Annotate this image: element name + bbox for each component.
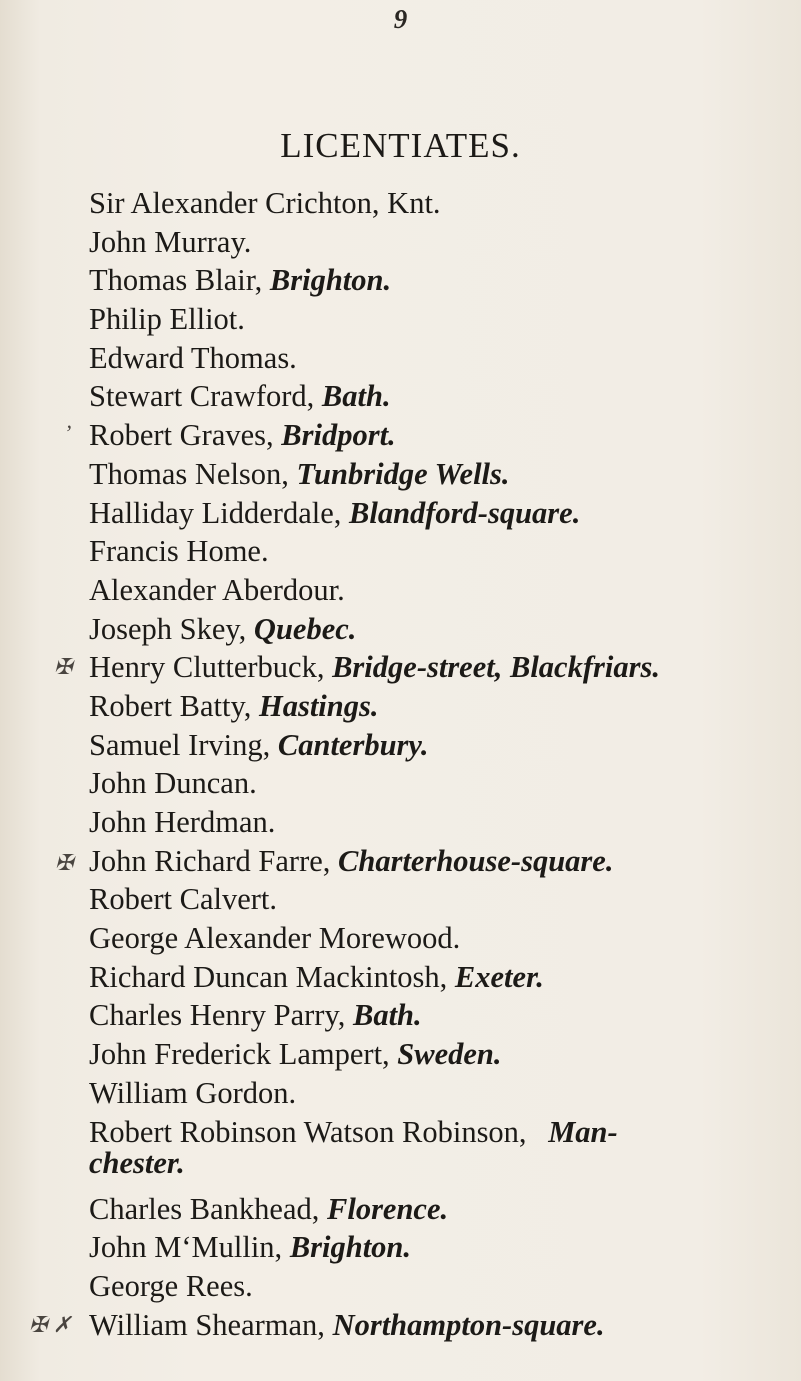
- entry-name: Edward Thomas.: [89, 340, 297, 375]
- list-item: [89, 339, 789, 378]
- entry-name: Charles Henry Parry,: [89, 998, 353, 1033]
- entry-name: Samuel Irving,: [89, 727, 278, 762]
- entry-place: Florence.: [327, 1191, 449, 1226]
- entry-name: John Duncan.: [89, 766, 257, 801]
- list-item: [54, 648, 789, 687]
- list-item: [89, 1267, 789, 1306]
- list-item: [89, 300, 789, 339]
- entry-place: Charterhouse-square.: [338, 843, 614, 878]
- entry-name: John Richard Farre,: [89, 843, 339, 878]
- entry-name: Stewart Crawford,: [89, 379, 322, 414]
- list-item: [89, 494, 789, 533]
- entry-name: George Alexander Morewood.: [89, 921, 461, 956]
- entry-name: John Murray.: [89, 224, 252, 259]
- entry-name: John Herdman.: [89, 805, 276, 839]
- entry-place: Sweden.: [397, 1037, 502, 1072]
- entry-place: Northampton-square.: [332, 1307, 605, 1342]
- entry-name: Richard Duncan Mackintosh,: [89, 959, 455, 994]
- entry-name: Alexander Aberdour.: [89, 572, 345, 607]
- entry-name: Philip Elliot.: [89, 302, 245, 337]
- list-item: [55, 842, 789, 881]
- licentiates-list: [29, 184, 789, 1344]
- list-item: [29, 1306, 789, 1345]
- list-item: [89, 726, 789, 765]
- list-item: [89, 803, 789, 842]
- entry-place: Tunbridge Wells.: [296, 456, 510, 491]
- entry-name: George Rees.: [89, 1268, 253, 1303]
- list-item: [89, 958, 789, 997]
- list-item: [89, 919, 789, 958]
- entry-place: Man-: [548, 1114, 618, 1149]
- list-item: [89, 610, 789, 649]
- list-item: [64, 416, 789, 455]
- list-item: [89, 996, 789, 1035]
- entry-name: Thomas Blair,: [89, 263, 270, 298]
- list-item: [89, 261, 789, 300]
- entry-name: Sir Alexander Crichton, Knt.: [89, 186, 441, 220]
- entry-name: Robert Calvert.: [89, 882, 278, 917]
- list-item: [89, 184, 789, 223]
- entry-name: Charles Bankhead,: [89, 1191, 327, 1226]
- entry-place: Bath.: [352, 998, 422, 1033]
- entry-place: Quebec.: [253, 611, 357, 646]
- entry-place: Canterbury.: [277, 727, 429, 762]
- entry-name: Robert Graves,: [89, 418, 282, 453]
- entry-name: William Gordon.: [89, 1075, 297, 1110]
- list-item: [89, 1228, 789, 1267]
- entry-name: Robert Robinson Watson Robinson,: [89, 1114, 535, 1149]
- section-heading: LICENTIATES.: [280, 126, 521, 165]
- entry-place: Brighton.: [289, 1230, 412, 1265]
- list-item: [89, 455, 789, 494]
- list-item: [89, 1190, 789, 1229]
- list-item: [89, 377, 789, 416]
- list-item: [89, 532, 789, 571]
- entry-place: Exeter.: [454, 959, 544, 994]
- list-item: [89, 1113, 789, 1190]
- list-item: [89, 764, 789, 803]
- entry-place: Bridport.: [281, 418, 396, 453]
- margin-mark: ✠ ✗: [29, 1311, 72, 1337]
- entry-name: Halliday Lidderdale,: [89, 495, 349, 530]
- list-item: [89, 1035, 789, 1074]
- entry-name: William Shearman,: [89, 1307, 333, 1342]
- list-item: [89, 687, 789, 726]
- entry-name: Henry Clutterbuck,: [89, 650, 333, 685]
- list-item: [89, 880, 789, 919]
- margin-mark: ’: [64, 420, 72, 446]
- entry-place: Bridge-street, Blackfriars.: [332, 650, 660, 685]
- list-item: [89, 1074, 789, 1113]
- page-number: 9: [393, 4, 408, 34]
- entry-name: Robert Batty,: [89, 688, 259, 723]
- entry-name: John M‘Mullin,: [89, 1230, 290, 1265]
- entry-name: Francis Home.: [89, 534, 269, 569]
- margin-mark: ✠: [55, 849, 74, 875]
- list-item: [89, 223, 789, 262]
- entry-place-continuation: chester.: [89, 1146, 185, 1181]
- entry-name: Joseph Skey,: [89, 611, 254, 646]
- entry-place: Brighton.: [269, 263, 392, 298]
- entry-place: Bath.: [321, 379, 391, 414]
- margin-mark: ✠: [54, 654, 73, 680]
- list-item: [89, 571, 789, 610]
- entry-place: Hastings.: [258, 688, 379, 723]
- entry-name: John Frederick Lampert,: [89, 1037, 398, 1072]
- entry-place: Blandford-square.: [349, 495, 581, 530]
- entry-name: Thomas Nelson,: [89, 456, 297, 491]
